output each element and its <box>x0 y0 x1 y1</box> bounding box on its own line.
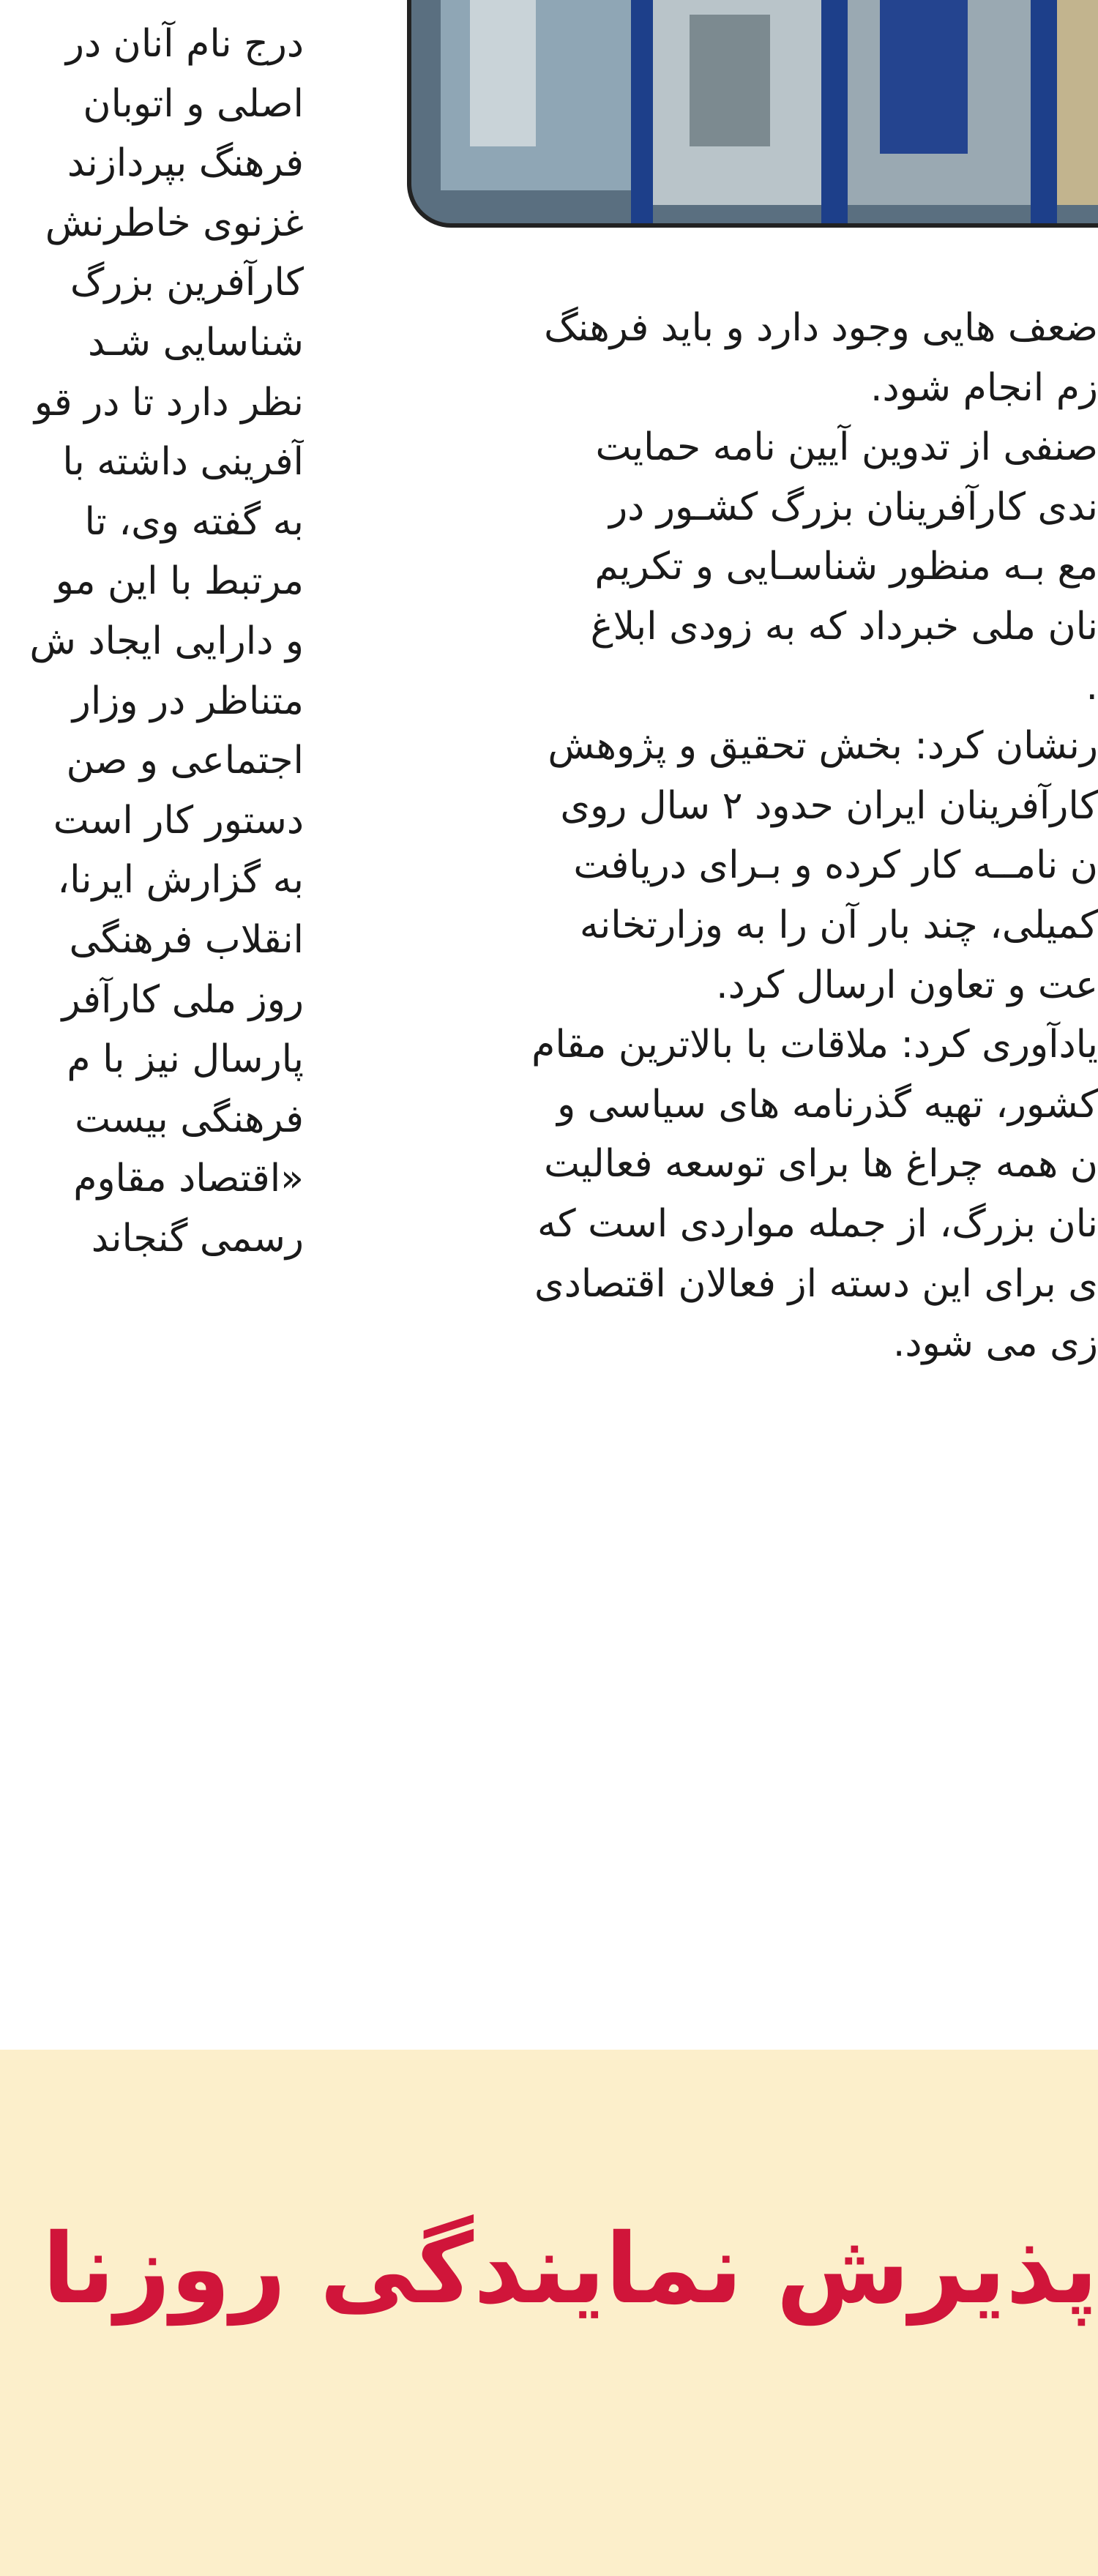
article-right-column <box>0 299 1098 1374</box>
text-line: آفرینی داشته با <box>62 440 304 485</box>
text-line: فرهنگی بیست <box>75 1097 304 1141</box>
article-photo <box>407 0 1098 228</box>
text-line: انقلاب فرهنگی <box>69 917 304 962</box>
text-line: زم انجام شود. <box>870 365 1098 410</box>
text-line: روز ملی کارآفر <box>61 977 304 1022</box>
text-line: کشور، تهیه گذرنامه های سیاسی و <box>557 1082 1098 1127</box>
text-line: و دارایی ایجاد ش <box>29 619 304 663</box>
text-line: شناسایی شـد <box>88 320 304 365</box>
text-line: ضعف هایی وجود دارد و باید فرهنگ <box>544 306 1098 350</box>
text-line: دستور کار است <box>53 798 304 843</box>
text-line: نان بزرگ، از جمله مواردی است که <box>537 1201 1098 1246</box>
text-line: نان ملی خبرداد که به زودی ابلاغ <box>590 604 1098 649</box>
text-line: کارآفرین بزرگ <box>70 261 304 305</box>
text-line: اجتماعی و صن <box>66 739 304 783</box>
text-line: به گزارش ایرنا، <box>57 858 304 903</box>
text-line: غزنوی خاطرنش <box>45 201 304 245</box>
text-line: کارآفرینان ایران حدود ۲ سال روی <box>560 783 1098 828</box>
text-line: متناظر در وزار <box>72 679 304 723</box>
text-line: رسمی گنجاند <box>91 1216 304 1261</box>
text-line: فرهنگ بپردازند <box>67 141 304 186</box>
text-line: . <box>1086 664 1098 709</box>
text-line: صنفی از تدوین آیین نامه حمایت <box>595 425 1098 470</box>
text-line: ن همه چراغ ها برای توسعه فعالیت <box>544 1142 1098 1187</box>
text-line: درج نام آنان در <box>65 22 304 66</box>
text-line: نظر دارد تا در قو <box>34 380 304 425</box>
text-line: رنشان کرد: بخش تحقیق و پژوهش <box>548 724 1098 769</box>
text-line: ی برای این دسته از فعالان اقتصادی <box>534 1261 1098 1306</box>
text-line: مع بـه منظور شناسـایی و تکریم <box>594 545 1098 589</box>
advertisement-headline: پذیرش نمایندگی روزنا <box>42 2213 1098 2326</box>
text-line: پارسال نیز با م <box>67 1037 304 1082</box>
text-line: «اقتصاد مقاوم <box>73 1157 304 1201</box>
text-line: اصلی و اتوبان <box>83 81 304 126</box>
text-line: ندی کارآفرینان بزرگ کشـور در <box>609 485 1098 529</box>
text-line: مرتبط با این مو <box>55 559 304 604</box>
text-line: ن نامــه کار کرده و بـرای دریافت <box>573 843 1098 888</box>
text-line: عت و تعاون ارسال کرد. <box>716 963 1098 1007</box>
text-line: زی می شود. <box>892 1321 1098 1366</box>
text-line: یادآوری کرد: ملاقات با بالاترین مقام <box>531 1023 1098 1067</box>
text-line: به گفته وی، تا <box>84 499 304 544</box>
text-line: کمیلی، چند بار آن را به وزارتخانه <box>579 903 1098 947</box>
